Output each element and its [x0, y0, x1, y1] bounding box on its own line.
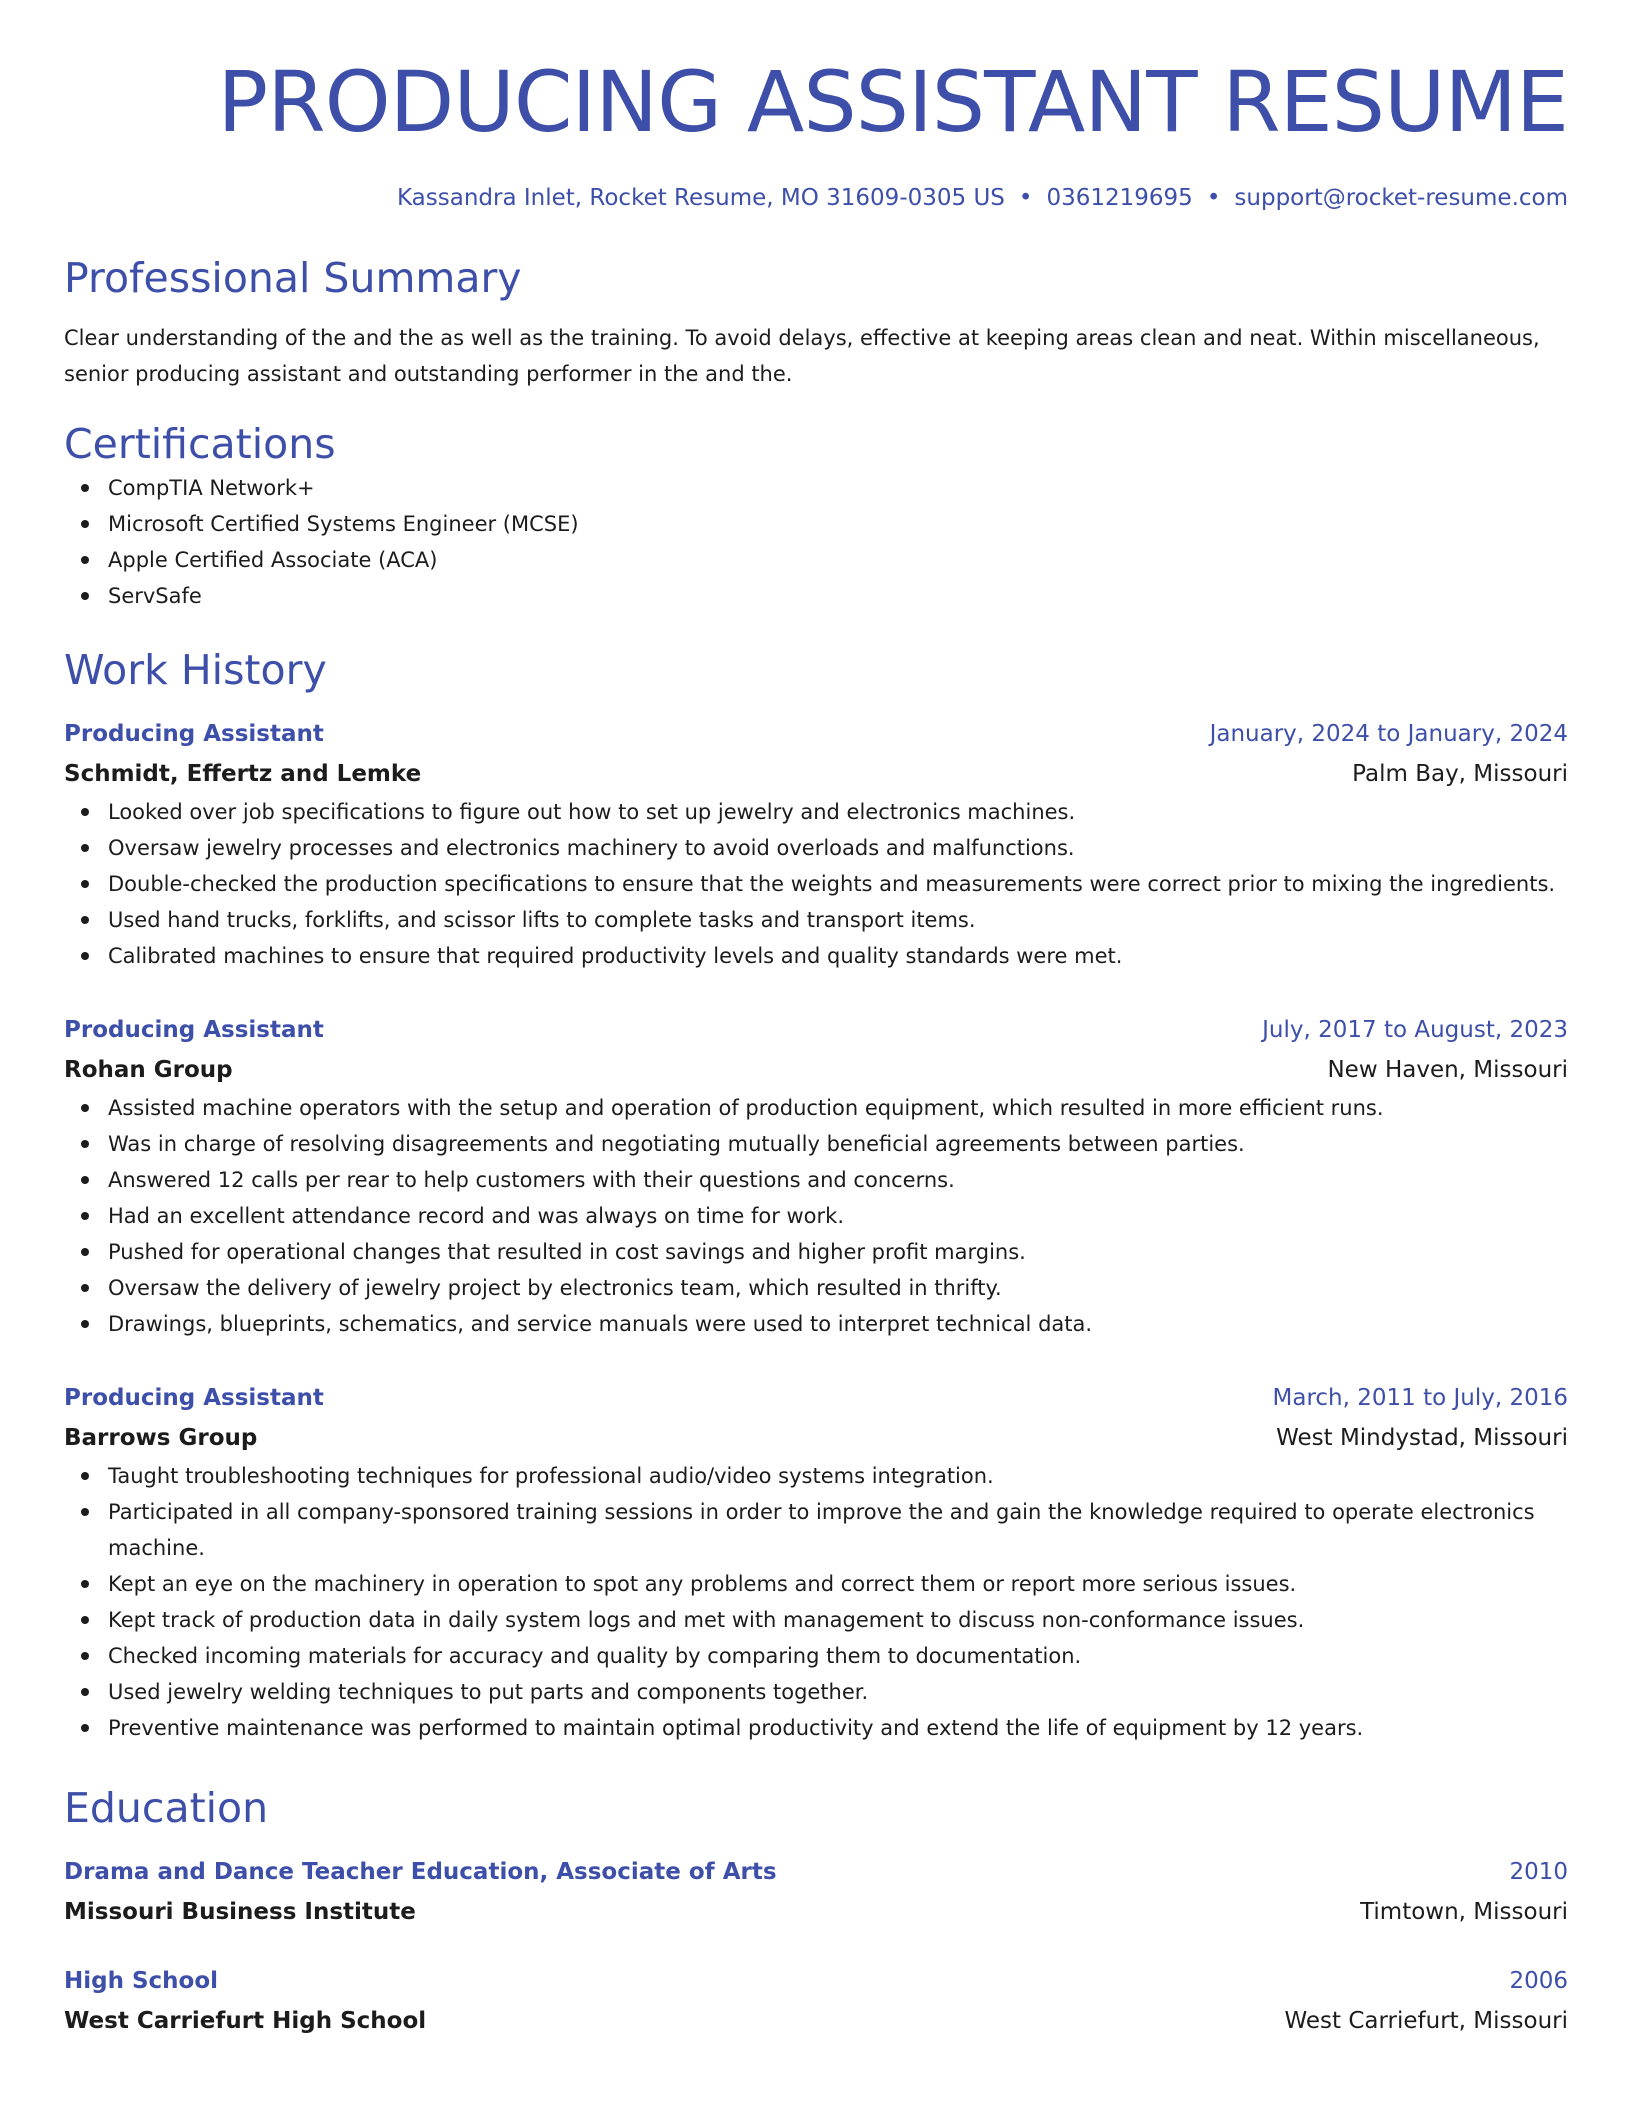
job-duty: Kept an eye on the machinery in operation to spot any problems and correct them or report more serious issues.	[108, 1566, 1568, 1602]
job-entry	[64, 714, 1568, 974]
job-dates: January, 2024 to January, 2024	[1209, 721, 1568, 747]
education-school-row	[64, 2001, 1568, 2041]
job-duty: Drawings, blueprints, schematics, and service manuals were used to interpret technical data.	[108, 1306, 1568, 1342]
education-school-row	[64, 1892, 1568, 1932]
job-location: New Haven, Missouri	[1327, 1057, 1568, 1083]
job-duty: Assisted machine operators with the setup and operation of production equipment, which resulted in more efficient runs.	[108, 1090, 1568, 1126]
job-title: Producing Assistant	[64, 721, 324, 747]
job-company: Schmidt, Effertz and Lemke	[64, 761, 422, 787]
job-title: Producing Assistant	[64, 1017, 324, 1043]
certification-item: CompTIA Network+	[108, 470, 1568, 506]
certification-item: Apple Certified Associate (ACA)	[108, 542, 1568, 578]
contact-phone: 0361219695	[1046, 185, 1193, 211]
certifications-section	[64, 418, 1568, 614]
education-location: Timtown, Missouri	[1360, 1899, 1568, 1925]
job-employer-row	[64, 1050, 1568, 1090]
education-entry	[64, 1961, 1568, 2041]
education-entry	[64, 1852, 1568, 1932]
job-location: West Mindystad, Missouri	[1276, 1425, 1568, 1451]
education-school: West Carriefurt High School	[64, 2008, 427, 2034]
education-degree: High School	[64, 1968, 219, 1994]
job-duty: Checked incoming materials for accuracy and quality by comparing them to documentation.	[108, 1638, 1568, 1674]
job-header-row	[64, 1378, 1568, 1418]
job-employer-row	[64, 754, 1568, 794]
section-heading-summary: Professional Summary	[64, 254, 522, 302]
job-duty: Answered 12 calls per rear to help customers with their questions and concerns.	[108, 1162, 1568, 1198]
job-company: Rohan Group	[64, 1057, 233, 1083]
education-year: 2006	[1509, 1968, 1568, 1994]
job-header-row	[64, 1010, 1568, 1050]
job-duty: Calibrated machines to ensure that required productivity levels and quality standards were met.	[108, 938, 1568, 974]
education-degree: Drama and Dance Teacher Education, Associate of Arts	[64, 1859, 777, 1885]
job-duty: Looked over job specifications to figure out how to set up jewelry and electronics machines.	[108, 794, 1568, 830]
contact-email[interactable]: support@rocket-resume.com	[1234, 185, 1568, 211]
section-heading-work-history: Work History	[64, 646, 327, 694]
job-duty: Oversaw the delivery of jewelry project by electronics team, which resulted in thrifty.	[108, 1270, 1568, 1306]
work-history-section	[64, 644, 1568, 1746]
job-duty: Kept track of production data in daily system logs and met with management to discuss non-conformance issues.	[108, 1602, 1568, 1638]
job-duty: Used hand trucks, forklifts, and scissor lifts to complete tasks and transport items.	[108, 902, 1568, 938]
job-entry	[64, 1378, 1568, 1746]
job-location: Palm Bay, Missouri	[1352, 761, 1568, 787]
summary-text: Clear understanding of the and the as well as the training. To avoid delays, effective at keeping areas clean and neat. Within miscellaneous, senior producing assistant and outstanding performer in the and the.	[64, 326, 1540, 386]
job-entry	[64, 1010, 1568, 1342]
job-duties-list	[64, 1090, 1568, 1342]
job-duty: Preventive maintenance was performed to maintain optimal productivity and extend the life of equipment by 12 years.	[108, 1710, 1568, 1746]
section-heading-certifications: Certifications	[64, 420, 336, 468]
job-dates: July, 2017 to August, 2023	[1262, 1017, 1568, 1043]
education-header-row	[64, 1961, 1568, 2001]
certification-item: ServSafe	[108, 578, 1568, 614]
job-duty: Double-checked the production specifications to ensure that the weights and measurements were correct prior to mixing the ingredients.	[108, 866, 1568, 902]
contact-separator: •	[1018, 185, 1033, 211]
education-section	[64, 1782, 1568, 2041]
education-year: 2010	[1509, 1859, 1568, 1885]
education-header-row	[64, 1852, 1568, 1892]
contact-line	[64, 182, 1568, 214]
job-duty: Was in charge of resolving disagreements and negotiating mutually beneficial agreements between parties.	[108, 1126, 1568, 1162]
job-dates: March, 2011 to July, 2016	[1272, 1385, 1568, 1411]
contact-address: Kassandra Inlet, Rocket Resume, MO 31609-0305 US	[397, 185, 1005, 211]
job-duty: Pushed for operational changes that resulted in cost savings and higher profit margins.	[108, 1234, 1568, 1270]
job-header-row	[64, 714, 1568, 754]
education-location: West Carriefurt, Missouri	[1284, 2008, 1568, 2034]
job-duties-list	[64, 1458, 1568, 1746]
section-heading-education: Education	[64, 1784, 269, 1832]
job-duty: Oversaw jewelry processes and electronics machinery to avoid overloads and malfunctions.	[108, 830, 1568, 866]
certification-list	[64, 470, 1568, 614]
resume-title: PRODUCING ASSISTANT RESUME	[217, 53, 1568, 151]
job-duty: Had an excellent attendance record and was always on time for work.	[108, 1198, 1568, 1234]
job-duty: Participated in all company-sponsored training sessions in order to improve the and gain the knowledge required to operate electronics machine.	[108, 1494, 1568, 1566]
certification-item: Microsoft Certified Systems Engineer (MCSE)	[108, 506, 1568, 542]
job-duties-list	[64, 794, 1568, 974]
job-duty: Used jewelry welding techniques to put parts and components together.	[108, 1674, 1568, 1710]
resume-header	[64, 52, 1568, 214]
contact-separator: •	[1206, 185, 1221, 211]
job-employer-row	[64, 1418, 1568, 1458]
job-duty: Taught troubleshooting techniques for professional audio/video systems integration.	[108, 1458, 1568, 1494]
job-title: Producing Assistant	[64, 1385, 324, 1411]
job-company: Barrows Group	[64, 1425, 258, 1451]
education-school: Missouri Business Institute	[64, 1899, 416, 1925]
summary-section	[64, 252, 1568, 392]
